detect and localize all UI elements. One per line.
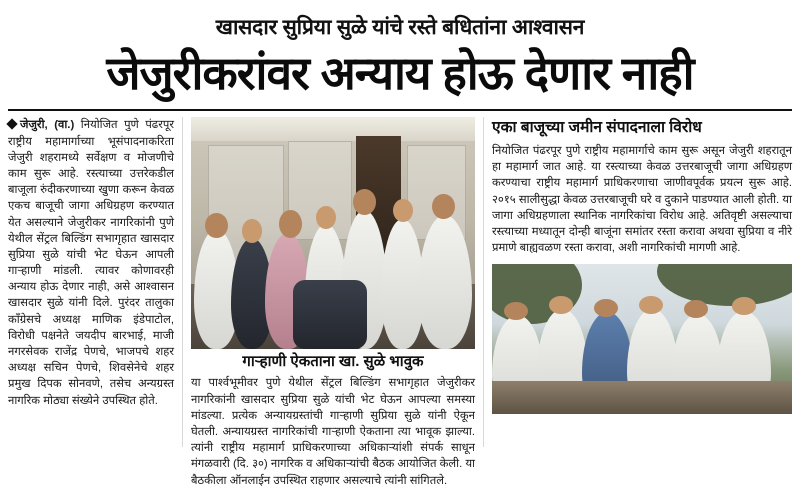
person-2-head xyxy=(242,219,262,242)
officials-scene xyxy=(492,264,792,414)
chair xyxy=(293,280,367,350)
official-2-head xyxy=(549,296,573,314)
right-column xyxy=(483,117,792,447)
table xyxy=(492,381,792,414)
official-1-head xyxy=(504,302,528,320)
sub-headline: एका बाजूच्या जमीन संपादनाला विरोध xyxy=(492,119,702,137)
middle-column-text: या पार्श्वभूमीवर पुणे येथील सेंट्रल बिल्डिंग सभागृहात जेजुरीकर नागरिकांनी खासदार सुप्रिया सुळे यांची भेट घेऊन आपल्या समस्या मांडल्या. प्रत्येक अन्यायग्रस्तांची गाऱ्हाणी सुप्रिया सुळे यांनी ऐकून घेतली. अन्यायग्रस्त नागरिकांची गाऱ्हाणी ऐकताना त्या भावूक झाल्या. त्यांनी राष्ट्रीय महामार्ग प्राधिकरणाच्या अधिकाऱ्यांशी संपर्क साधून मंगळवारी (दि. ३०) नागरिक व अधिकाऱ्यांची बैठक आयोजित केली. या बैठकीला ऑनलाईन उपस्थित राहणार असल्याचे त्यांनी सांगितले. xyxy=(191,377,475,487)
person-4-head xyxy=(353,189,376,215)
photo-caption: गाऱ्हाणी ऐकताना खा. सुळे भावुक xyxy=(242,353,424,371)
main-headline: जेजुरीकरांवर अन्याय होऊ देणार नाही xyxy=(106,47,694,100)
kicker-headline: खासदार सुप्रिया सुळे यांचे रस्ते बधितांना आश्वासन xyxy=(215,16,585,39)
photo-ceiling xyxy=(191,117,475,140)
headline-divider xyxy=(8,109,792,111)
official-3-head xyxy=(594,299,618,317)
officials-photo xyxy=(492,264,792,414)
left-column-text xyxy=(8,117,174,408)
middle-column xyxy=(183,117,483,487)
person-5-head xyxy=(393,199,413,222)
person-3-head xyxy=(316,206,336,229)
dateline: जेजुरी, (वा.) xyxy=(20,119,75,132)
bullet-diamond-icon xyxy=(6,119,17,130)
right-column-text: नियोजित पंढरपूर पुणे राष्ट्रीय महामार्गाचे काम सुरू असून जेजुरी शहरातून हा महामार्ग जात आहे. या रस्त्याच्या केवळ उत्तरबाजूची जागा अधिग्रहण करण्याचा राष्ट्रीय महामार्ग प्राधिकरणाचा जाणीवपूर्वक प्रयत्न सुरू आहे. २०१५ सालीसुद्धा केवळ उत्तरबाजूची घरे व दुकाने पाडण्यात आली होती. या जागा अधिग्रहणाला स्थानिक नागरिकांचा विरोध आहे. अतिवृष्टी असल्याचा रस्त्याच्या मध्यातून दोन्ही बाजूंना समांतर रस्ता करावा अथवा सुप्रिया व नीरे प्रमाणे बाह्यवळण रस्ता करावा, अशी नागरिकांची मागणी आहे. xyxy=(492,144,792,255)
meeting-photo xyxy=(191,117,475,349)
official-4-head xyxy=(639,296,663,314)
person-supriya-head xyxy=(279,210,302,238)
article-body xyxy=(0,117,800,487)
left-column xyxy=(8,117,183,447)
left-column-paragraph: नियोजित पुणे पंढरपूर राष्ट्रीय महामार्गाच्या भूसंपादनाकरिता जेजुरी शहरामध्ये सर्वेक्षण व मोजणीचे काम सुरू आहे. रस्त्याच्या उत्तरेकडील बाजूला रुंदीकरणाच्या खुणा करून केवळ एकच बाजूची जागा अधिग्रहण करण्यात येत असल्याने जेजुरीकर नागरिकांनी पुणे येथील सेंट्रल बिल्डिंग सभागृहात खासदार सुप्रिया सुळे यांची भेट घेऊन आपली गाऱ्हाणी मांडली. त्यावर कोणावरही अन्याय होऊ देणार नाही, असे आश्वासन खासदार सुळे यांनी दिले. पुरंदर तालुका काँग्रेसचे अध्यक्ष माणिक इंडेपाटोल, विरोधी पक्षनेते जयदीप बारभाई, माजी नगरसेवक राजेंद्र पेणचे, भाजपचे शहर अध्यक्ष सचिन पेणचे, शिवसेनेचे शहर प्रमुख दिपक सोनवणे, तसेच अन्यग्रस्त नागरिक मोठ्या संख्येने उपस्थित होते. xyxy=(8,119,174,407)
person-1-head xyxy=(205,213,228,239)
photo-scene xyxy=(191,117,475,349)
